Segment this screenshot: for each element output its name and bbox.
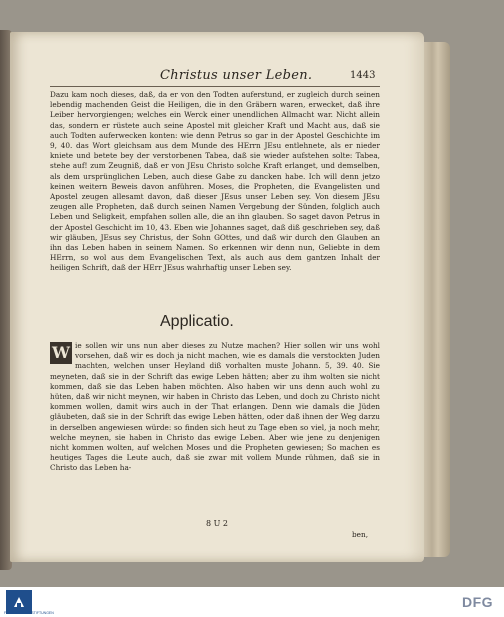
section-paragraph: ie sollen wir uns nun aber dieses zu Nutze machen? Hier sollen wir uns wohl vorsehen, daß wir es doch ja nicht machen, wie es damals die verstockten Juden machten, welchen unser Heyland diß vorhalten muste Johann. 5, 39. 40. Sie meyneten, daß sie in der Schrift das ewige Leben hätten; aber zu ihm wolten sie nicht kommen, daß sie das Leben haben möchten. Also haben wir uns denn auch wohl zu hüten, daß wir nicht meynen, wir haben in Christo das Leben, und doch zu Christo nicht kommen wollen, damit wirs auch in der That erlangen. Denn wie damals die Jüden gläubeten, daß sie in der Schrift das ewige Leben hätten, oder daß ihnen der Weg darzu in derselben angewiesen würde: so finden sich heut zu Tage eben so viel, ja noch mehr, welche meynen, sie haben in Christo das ewige Leben. Aber wie jene zu denjenigen nicht kommen wolten, auf welchen Moses und die Propheten gewiesen; So machen es heutiges Tages die Leute auch, daß sie zwar mit vollem Munde rühmen, daß sie in Christo das Leben ha- xyxy=(50,341,380,473)
section-text xyxy=(50,341,380,474)
book-page xyxy=(10,32,424,562)
catchword: ben, xyxy=(352,530,369,539)
running-title: Christus unser Leben. xyxy=(160,68,313,83)
body-text xyxy=(50,90,380,274)
header-rule xyxy=(50,86,380,87)
section-heading: Applicatio. xyxy=(160,313,234,330)
body-paragraph: Dazu kam noch dieses, daß, da er von den Todten auferstund, er zugleich durch seinen lebendig machenden Geist die Heiligen, die in den Gräbern waren, erwecket, daß ihre Leiber hervorgiengen; welches ein Werck einer unendlichen Allmacht war. Nicht allein das, sondern er rüstete auch seine Apostel mit gleicher Kraft und Macht aus, daß sie auch Todten auferwecken konten: wie denn Petrus so gar in der Apostel Geschichte im 9, 40. das Wort gleichsam aus dem Munde des HErrn JEsu entlehnete, als er nieder kniete und betete bey der verstorbenen Tabea, daß sie wieder aufstehen solte: Tabea, stehe auf! zum Zeugniß, daß er von JEsu Christo solche Kraft erlanget, und demselben, als dem ursprünglichen Leben, auch diese Gabe zu dancken habe. Ich will denn jetzo keinen weitern Beweis davon anführen. Moses, die Propheten, die Evangelisten und Apostel zeugen allesamt davon, daß dieser JEsus unser Leben sey. Von diesem JEsu zeugen alle Propheten, daß durch seinen Namen Vergebung der Sünden, folglich auch Leben und Seligkeit, empfahen sollen alle, die an ihn glauben. So saget davon Petrus in der Apostel Geschicht im 10, 43. Eben wie Johannes saget, daß diß geschrieben sey, daß wir gläuben, JEsus sey Christus, der Sohn GOttes, und daß wir durch den Glauben an ihn das Leben haben in seinem Namen. So erkennen wir denn nun, Geliebte in dem HErrn, so wol aus dem Evangelischen Text, als auch aus dem gantzen Inhalt der heiligen Schrift, daß der HErr JEsus wahrhaftig unser Leben sey. xyxy=(50,90,380,273)
viewer-footer xyxy=(0,587,504,617)
page-edges xyxy=(420,42,450,557)
signature-mark: 8 U 2 xyxy=(206,519,229,528)
decorated-initial: W xyxy=(50,342,72,364)
page-number: 1443 xyxy=(350,70,376,81)
dfg-logo: DFG xyxy=(462,594,494,610)
institution-label: FRANCKESCHE STIFTUNGEN xyxy=(4,611,54,615)
